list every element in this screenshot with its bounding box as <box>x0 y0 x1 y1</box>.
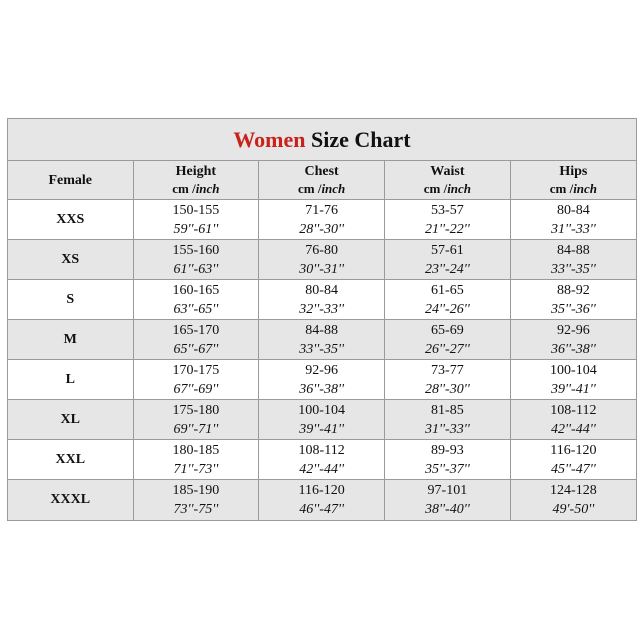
inch-value: 31''-33'' <box>425 421 470 437</box>
cm-value: 124-128 <box>550 482 597 498</box>
cm-value: 165-170 <box>172 322 220 338</box>
size-label: XXL <box>8 440 133 480</box>
measurement-cell <box>133 200 259 240</box>
measurement-cell <box>385 360 511 400</box>
inch-value: 28''-30'' <box>425 381 470 397</box>
measurement-cell <box>510 360 636 400</box>
header-waist-inch: inch <box>447 181 472 196</box>
size-label: XXS <box>8 200 133 240</box>
cm-value: 97-101 <box>427 482 468 498</box>
inch-value: 67''-69'' <box>173 381 219 397</box>
inch-value: 42''-44'' <box>299 461 344 477</box>
measurement-cell <box>385 480 511 520</box>
inch-value: 36''-38'' <box>299 381 344 397</box>
measurement-cell <box>259 200 385 240</box>
cm-value: 150-155 <box>172 202 220 218</box>
inch-value: 45''-47'' <box>551 461 596 477</box>
header-hips-cm: cm / <box>549 181 574 196</box>
inch-value: 28''-30'' <box>299 221 344 237</box>
cm-value: 81-85 <box>431 402 464 418</box>
cm-value: 61-65 <box>431 282 464 298</box>
cm-value: 80-84 <box>305 282 338 298</box>
inch-value: 36''-38'' <box>551 341 596 357</box>
header-waist-cm: cm / <box>423 181 448 196</box>
cm-value: 108-112 <box>298 442 345 458</box>
chart-title <box>8 119 636 161</box>
header-chest-inch: inch <box>321 181 346 196</box>
header-hips-name: Hips <box>559 164 588 179</box>
cm-value: 160-165 <box>172 282 220 298</box>
inch-value: 38''-40'' <box>425 501 470 517</box>
inch-value: 71''-73'' <box>173 461 219 477</box>
cm-value: 170-175 <box>172 362 220 378</box>
measurement-cell <box>385 320 511 360</box>
inch-value: 35''-36'' <box>551 301 596 317</box>
header-chest <box>259 161 385 200</box>
table-row <box>8 400 636 440</box>
cm-value: 65-69 <box>431 322 464 338</box>
measurement-cell <box>133 440 259 480</box>
inch-value: 63''-65'' <box>173 301 219 317</box>
cm-value: 92-96 <box>557 322 590 338</box>
measurement-cell <box>510 480 636 520</box>
inch-value: 61''-63'' <box>173 261 219 277</box>
cm-value: 89-93 <box>431 442 464 458</box>
inch-value: 30''-31'' <box>299 261 344 277</box>
cm-value: 155-160 <box>172 242 220 258</box>
size-label: XS <box>8 240 133 280</box>
cm-value: 92-96 <box>305 362 338 378</box>
measurement-cell <box>510 320 636 360</box>
table-body <box>8 200 636 520</box>
inch-value: 39''-41'' <box>551 381 596 397</box>
header-height-cm: cm / <box>172 181 196 196</box>
inch-value: 42''-44'' <box>551 421 596 437</box>
header-hips-inch: inch <box>573 181 598 196</box>
cm-value: 84-88 <box>305 322 338 338</box>
measurement-cell <box>510 280 636 320</box>
inch-value: 23''-24'' <box>425 261 470 277</box>
inch-value: 31''-33'' <box>551 221 596 237</box>
measurement-cell <box>510 440 636 480</box>
measurement-cell <box>259 240 385 280</box>
cm-value: 57-61 <box>431 242 464 258</box>
cm-value: 116-120 <box>550 442 597 458</box>
header-height <box>133 161 259 200</box>
header-waist <box>385 161 511 200</box>
measurement-cell <box>259 280 385 320</box>
inch-value: 46''-47'' <box>299 501 344 517</box>
measurement-cell <box>133 360 259 400</box>
cm-value: 180-185 <box>172 442 220 458</box>
table-row <box>8 280 636 320</box>
inch-value: 73''-75'' <box>173 501 219 517</box>
table-row <box>8 360 636 400</box>
size-label: L <box>8 360 133 400</box>
inch-value: 33''-35'' <box>299 341 344 357</box>
cm-value: 100-104 <box>550 362 597 378</box>
measurement-cell <box>259 480 385 520</box>
cm-value: 88-92 <box>557 282 590 298</box>
table-row <box>8 440 636 480</box>
measurement-cell <box>133 280 259 320</box>
inch-value: 49'-50'' <box>552 501 595 517</box>
measurement-cell <box>133 240 259 280</box>
header-row <box>8 161 636 200</box>
measurement-cell <box>385 240 511 280</box>
measurement-cell <box>510 400 636 440</box>
header-chest-cm: cm / <box>297 181 322 196</box>
measurement-cell <box>259 400 385 440</box>
cm-value: 71-76 <box>305 202 338 218</box>
measurement-cell <box>133 320 259 360</box>
measurement-cell <box>133 480 259 520</box>
size-label: M <box>8 320 133 360</box>
cm-value: 116-120 <box>298 482 345 498</box>
size-label: XL <box>8 400 133 440</box>
inch-value: 69''-71'' <box>173 421 219 437</box>
inch-value: 24''-26'' <box>425 301 470 317</box>
inch-value: 32''-33'' <box>299 301 344 317</box>
measurement-cell <box>510 200 636 240</box>
inch-value: 65''-67'' <box>173 341 219 357</box>
measurement-cell <box>385 200 511 240</box>
inch-value: 35''-37'' <box>425 461 470 477</box>
table-row <box>8 480 636 520</box>
inch-value: 59''-61'' <box>173 221 219 237</box>
table-row <box>8 320 636 360</box>
size-chart <box>7 118 637 521</box>
cm-value: 76-80 <box>305 242 338 258</box>
measurement-cell <box>510 240 636 280</box>
cm-value: 108-112 <box>550 402 597 418</box>
cm-value: 80-84 <box>557 202 590 218</box>
header-height-name: Height <box>175 164 217 179</box>
header-female: Female <box>8 161 133 200</box>
table-row <box>8 240 636 280</box>
header-waist-name: Waist <box>430 164 465 179</box>
header-chest-name: Chest <box>304 164 339 179</box>
size-label: S <box>8 280 133 320</box>
cm-value: 73-77 <box>431 362 464 378</box>
title-rest: Size Chart <box>305 127 411 152</box>
measurement-cell <box>259 320 385 360</box>
cm-value: 100-104 <box>298 402 345 418</box>
title-accent: Women <box>233 127 306 152</box>
cm-value: 53-57 <box>431 202 464 218</box>
inch-value: 39''-41'' <box>299 421 344 437</box>
size-label: XXXL <box>8 480 133 520</box>
inch-value: 33''-35'' <box>551 261 596 277</box>
header-height-inch: inch <box>195 181 220 196</box>
header-hips <box>510 161 636 200</box>
cm-value: 175-180 <box>172 402 220 418</box>
inch-value: 21''-22'' <box>425 221 470 237</box>
inch-value: 26''-27'' <box>425 341 470 357</box>
cm-value: 185-190 <box>172 482 220 498</box>
measurement-cell <box>133 400 259 440</box>
measurement-cell <box>259 440 385 480</box>
measurement-cell <box>259 360 385 400</box>
measurement-cell <box>385 440 511 480</box>
measurement-cell <box>385 400 511 440</box>
cm-value: 84-88 <box>557 242 590 258</box>
measurement-cell <box>385 280 511 320</box>
size-table <box>8 161 636 520</box>
table-row <box>8 200 636 240</box>
